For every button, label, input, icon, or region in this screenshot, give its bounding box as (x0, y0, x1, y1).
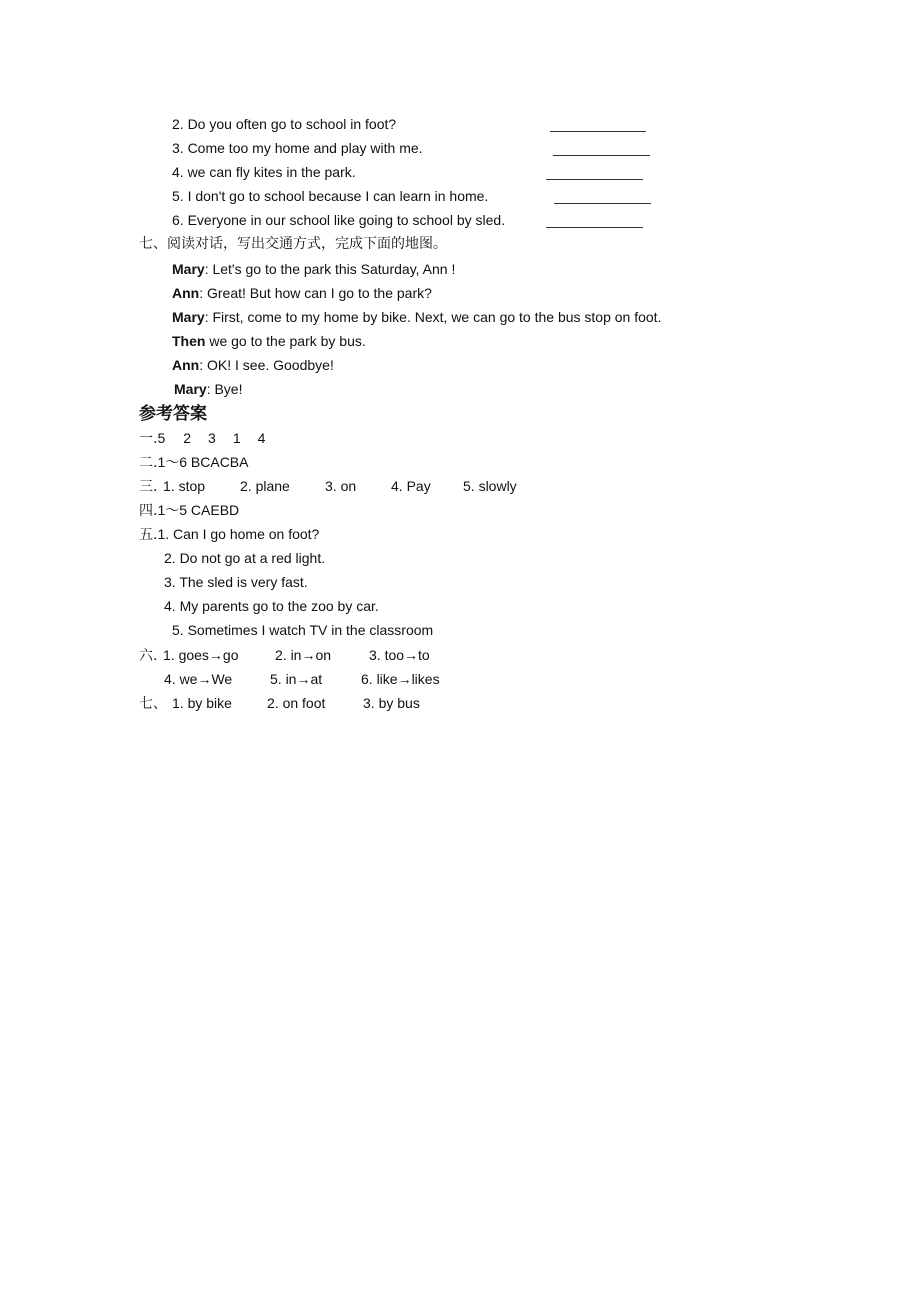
answer-row-2 (139, 453, 249, 472)
answer-value: 1. Can I go home on foot? (157, 526, 320, 542)
dialogue-line (172, 284, 432, 302)
exercise-item: 2. Do you often go to school in foot? (172, 116, 397, 132)
answer-row-1 (139, 429, 265, 448)
section-label: 五. (139, 527, 158, 543)
section-label: 一. (139, 431, 158, 447)
answer-value: 5. in→at (270, 671, 323, 687)
answer-value: 4. Pay (391, 478, 431, 494)
answer-value: 3. The sled is very fast. (164, 574, 308, 590)
answer-value: 3. too→to (369, 647, 430, 663)
answer-value: 1 (232, 430, 241, 446)
answer-value: 2. plane (240, 478, 290, 494)
speaker: Mary (174, 381, 207, 397)
answer-blank (554, 203, 651, 204)
answer-row-3 (139, 477, 517, 496)
utterance: we go to the park by bus. (205, 333, 366, 349)
speaker: Then (172, 333, 206, 349)
exercise-item: 5. I don't go to school because I can learn in home. (172, 188, 489, 204)
section-label: 四. (139, 503, 158, 519)
answer-value: 4. we→We (164, 671, 233, 687)
speaker: Mary (172, 309, 205, 325)
answer-value: 4. My parents go to the zoo by car. (164, 598, 379, 614)
utterance: : First, come to my home by bike. Next, we can go to the bus stop on foot. (204, 309, 662, 325)
answer-value: 6. like→likes (361, 671, 440, 687)
answer-value: 1. goes→go (163, 647, 239, 663)
answer-row-6 (139, 646, 430, 665)
dialogue-line (174, 380, 242, 398)
answer-value: 3. on (325, 478, 357, 494)
answer-blank (550, 131, 646, 132)
answer-value: 5. Sometimes I watch TV in the classroom (172, 622, 434, 638)
answer-blank (546, 227, 643, 228)
exercise-item: 4. we can fly kites in the park. (172, 164, 356, 180)
speaker: Ann (172, 357, 200, 373)
dialogue-line (172, 260, 455, 278)
answer-value: 5 (157, 430, 166, 446)
section-label: 七、 (139, 696, 167, 712)
dialogue-line (172, 332, 366, 350)
utterance: : Bye! (206, 381, 243, 397)
answer-value: 1. stop (163, 478, 206, 494)
answer-row-5 (139, 525, 319, 544)
answer-value: 2. Do not go at a red light. (164, 550, 326, 566)
utterance: : OK! I see. Goodbye! (199, 357, 334, 373)
section-label: 二. (139, 455, 158, 471)
speaker: Mary (172, 261, 205, 277)
answer-value: 2. on foot (267, 695, 326, 711)
answer-value: 3 (208, 430, 216, 446)
answer-value: 4 (257, 430, 266, 446)
answer-row-7 (139, 694, 420, 713)
answer-value: 5. slowly (463, 478, 517, 494)
answer-value: 1～5 CAEBD (157, 502, 240, 518)
dialogue-line (172, 356, 334, 374)
utterance: : Great! But how can I go to the park? (199, 285, 432, 301)
dialogue-line (172, 308, 661, 326)
answer-value: 3. by bus (363, 695, 420, 711)
answer-value: 1. by bike (172, 695, 232, 711)
answer-value: 2 (183, 430, 192, 446)
exercise-item: 6. Everyone in our school like going to school by sled. (172, 212, 506, 228)
answer-value: 2. in→on (275, 647, 332, 663)
speaker: Ann (172, 285, 200, 301)
section-label: 三. (139, 479, 158, 495)
answer-row-4 (139, 501, 239, 520)
answer-value: 1～6 BCACBA (157, 454, 249, 470)
answer-blank (553, 155, 650, 156)
section-label: 六. (139, 648, 158, 664)
section-title: 七、阅读对话，写出交通方式，完成下面的地图。 (139, 236, 447, 252)
exercise-item: 3. Come too my home and play with me. (172, 140, 423, 156)
utterance: : Let's go to the park this Saturday, Ann ! (204, 261, 456, 277)
answer-blank (546, 179, 643, 180)
answer-key-heading: 参考答案 (139, 404, 207, 424)
